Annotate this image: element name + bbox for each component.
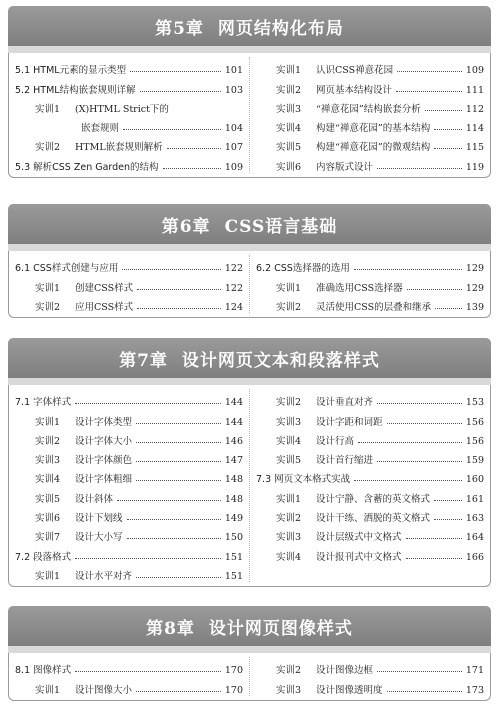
dot-leader: [434, 500, 462, 501]
entry-title: (X)HTML Strict下的: [75, 103, 169, 115]
page-number: 156: [465, 435, 484, 447]
entry-title: 设计干练、洒脱的英文格式: [316, 513, 431, 525]
dot-leader: [136, 691, 221, 692]
page-number: 129: [465, 263, 484, 275]
entry-title: 5.2 HTML结构嵌套规则详解: [15, 84, 136, 96]
dot-leader: [425, 110, 462, 111]
chapter-toc: [8, 53, 491, 178]
chapter-header: [8, 606, 491, 653]
entry-title: 设计首行缩进: [316, 455, 374, 467]
dot-leader: [377, 461, 462, 462]
exercise-label: 实训1: [276, 282, 302, 294]
entry-title: 设计下划线: [75, 513, 123, 525]
chapter-number: 第5章: [155, 19, 204, 39]
chapter-title: [146, 614, 353, 639]
entry-title: 准确选用CSS选择器: [316, 282, 403, 294]
toc-exercise-entry[interactable]: [256, 447, 484, 466]
toc-exercise-entry[interactable]: [15, 294, 243, 313]
toc-exercise-entry[interactable]: [15, 115, 243, 134]
page-number: 166: [465, 551, 484, 563]
dot-leader: [163, 168, 221, 169]
exercise-label: 实训2: [276, 665, 302, 677]
page-number: 161: [465, 493, 484, 505]
entry-title: HTML嵌套规则解析: [75, 142, 163, 154]
page-number: 101: [224, 65, 243, 77]
chapter-title: [155, 14, 344, 39]
entry-title: 设计字体大小: [75, 435, 133, 447]
dot-leader: [358, 442, 462, 443]
page-number: 160: [465, 474, 484, 486]
page-number: 114: [465, 123, 484, 135]
page-number: 122: [224, 282, 243, 294]
chapter-7-block: [8, 338, 491, 587]
exercise-label: 实训1: [276, 65, 302, 77]
toc-exercise-entry[interactable]: [256, 408, 484, 427]
entry-title: 设计层级式中文格式: [316, 532, 402, 544]
page-number: 159: [465, 455, 484, 467]
entry-title: 5.1 HTML元素的显示类型: [15, 65, 127, 77]
entry-title: 内容版式设计: [316, 161, 374, 173]
toc-exercise-entry[interactable]: [256, 96, 484, 115]
page-number: 115: [465, 142, 484, 154]
page-number: 149: [224, 513, 243, 525]
toc-exercise-entry[interactable]: [15, 408, 243, 427]
page-number: 150: [224, 532, 243, 544]
entry-title: 设计图像边框: [316, 665, 374, 677]
chapter-8-block: [8, 606, 491, 701]
toc-exercise-entry[interactable]: [15, 134, 243, 153]
page-number: 103: [224, 84, 243, 96]
page-number: 144: [224, 397, 243, 409]
chapter-5-block: [8, 6, 491, 178]
page-number: 124: [224, 301, 243, 313]
dot-leader: [127, 519, 221, 520]
exercise-label: 实训4: [276, 551, 302, 563]
dot-leader: [127, 538, 221, 539]
dot-leader: [434, 519, 462, 520]
exercise-label: 实训5: [276, 142, 302, 154]
page-number: 170: [224, 684, 243, 696]
exercise-label: 实训2: [276, 397, 302, 409]
chapter-title: [162, 212, 338, 237]
dot-leader: [75, 403, 221, 404]
dot-leader: [387, 423, 462, 424]
entry-title: 设计水平对齐: [75, 570, 133, 582]
toc-exercise-entry[interactable]: [15, 447, 243, 466]
entry-title: 设计行高: [316, 435, 355, 447]
exercise-label: 实训1: [35, 282, 61, 294]
exercise-label: 实训2: [35, 142, 61, 154]
exercise-label: 实训6: [35, 513, 61, 525]
toc-exercise-entry[interactable]: [256, 115, 484, 134]
toc-left-column: [9, 657, 250, 696]
toc-right-column: [250, 255, 490, 313]
dot-leader: [434, 129, 462, 130]
exercise-label: 实训1: [35, 684, 61, 696]
toc-section-entry[interactable]: [15, 543, 243, 562]
chapter-number: 第8章: [146, 619, 195, 639]
toc-right-column: [250, 389, 490, 582]
dot-leader: [406, 538, 462, 539]
toc-section-entry[interactable]: [15, 389, 243, 408]
dot-leader: [136, 423, 221, 424]
toc-exercise-entry[interactable]: [256, 57, 484, 76]
toc-exercise-entry[interactable]: [15, 96, 243, 115]
chapter-name: 网页结构化布局: [217, 19, 344, 39]
toc-exercise-entry[interactable]: [15, 505, 243, 524]
entry-title: 5.3 解析CSS Zen Garden的结构: [15, 161, 159, 173]
dot-leader: [167, 148, 221, 149]
entry-title: 设计报刊式中文格式: [316, 551, 402, 563]
chapter-header: [8, 204, 491, 251]
page-number: 151: [224, 551, 243, 563]
exercise-label: 实训5: [276, 455, 302, 467]
dot-leader: [377, 671, 462, 672]
dot-leader: [396, 91, 462, 92]
toc-right-column: [250, 57, 490, 173]
toc-exercise-entry[interactable]: [256, 505, 484, 524]
dot-leader: [136, 442, 221, 443]
toc-exercise-entry[interactable]: [15, 524, 243, 543]
dot-leader: [407, 289, 462, 290]
chapter-header: [8, 6, 491, 53]
entry-title: 设计字距和词距: [316, 416, 383, 428]
exercise-label: 实训2: [35, 301, 61, 313]
chapter-toc: [8, 251, 491, 318]
entry-title: 创建CSS样式: [75, 282, 134, 294]
page-number: 104: [224, 123, 243, 135]
entry-title: 7.2 段落格式: [15, 551, 72, 563]
toc-exercise-entry[interactable]: [256, 153, 484, 172]
page-number: 153: [465, 397, 484, 409]
toc-exercise-entry[interactable]: [256, 676, 484, 695]
entry-title: 8.1 图像样式: [15, 665, 72, 677]
toc-exercise-entry[interactable]: [256, 134, 484, 153]
toc-section-entry[interactable]: [15, 76, 243, 95]
page-number: 144: [224, 416, 243, 428]
entry-title: 设计字体类型: [75, 416, 133, 428]
entry-title: 设计字体粗细: [75, 474, 133, 486]
entry-title: 设计图像大小: [75, 684, 133, 696]
page-number: 109: [465, 65, 484, 77]
exercise-label: 实训7: [35, 532, 61, 544]
exercise-label: 实训1: [35, 416, 61, 428]
entry-title: 设计大小写: [75, 532, 123, 544]
toc-exercise-entry[interactable]: [256, 657, 484, 676]
exercise-label: 实训2: [276, 301, 302, 313]
entry-title: 构建“禅意花园”的基本结构: [316, 123, 431, 135]
toc-section-entry[interactable]: [15, 153, 243, 172]
page-number: 122: [224, 263, 243, 275]
toc-exercise-entry[interactable]: [15, 466, 243, 485]
page-number: 129: [465, 282, 484, 294]
toc-section-entry[interactable]: [256, 466, 484, 485]
page-number: 139: [465, 301, 484, 313]
page-number: 147: [224, 455, 243, 467]
dot-leader: [435, 308, 462, 309]
dot-leader: [123, 129, 221, 130]
toc-left-column: [9, 57, 250, 173]
page-number: 170: [224, 665, 243, 677]
page-number: 107: [224, 142, 243, 154]
toc-exercise-entry[interactable]: [256, 389, 484, 408]
toc-section-entry[interactable]: [256, 255, 484, 274]
page-number: 148: [224, 493, 243, 505]
chapter-number: 第6章: [161, 217, 211, 237]
entry-title: 6.2 CSS选择器的选用: [256, 263, 350, 275]
page-number: 164: [465, 532, 484, 544]
entry-title: 构建“禅意花园”的微观结构: [316, 142, 431, 154]
page-number: 151: [224, 570, 243, 582]
dot-leader: [377, 403, 462, 404]
toc-exercise-entry[interactable]: [15, 274, 243, 293]
exercise-label: 实训5: [35, 493, 61, 505]
toc-section-entry[interactable]: [15, 255, 243, 274]
exercise-label: 实训1: [35, 103, 61, 115]
exercise-label: 实训3: [276, 684, 302, 696]
toc-exercise-entry[interactable]: [256, 428, 484, 447]
exercise-label: 实训3: [276, 532, 302, 544]
entry-title: 7.3 网页文本格式实战: [256, 474, 351, 486]
page-number: 112: [465, 103, 484, 115]
dot-leader: [397, 71, 462, 72]
toc-left-column: [9, 255, 250, 313]
toc-exercise-entry[interactable]: [256, 274, 484, 293]
page-number: 156: [465, 416, 484, 428]
dot-leader: [136, 461, 221, 462]
exercise-label: 实训3: [276, 416, 302, 428]
exercise-label: 实训4: [276, 123, 302, 135]
exercise-label: 实训2: [276, 84, 302, 96]
dot-leader: [434, 148, 462, 149]
toc-section-entry[interactable]: [15, 657, 243, 676]
exercise-label: 实训6: [276, 161, 302, 173]
dot-leader: [377, 168, 462, 169]
chapter-title: [119, 346, 380, 371]
dot-leader: [117, 500, 221, 501]
toc-left-column: [9, 389, 250, 582]
dot-leader: [354, 480, 462, 481]
dot-leader: [75, 671, 221, 672]
exercise-label: 实训1: [35, 570, 61, 582]
dot-leader: [387, 691, 462, 692]
exercise-label: 实训3: [35, 455, 61, 467]
exercise-label: 实训2: [276, 513, 302, 525]
dot-leader: [130, 71, 221, 72]
chapter-toc: [8, 653, 491, 701]
entry-title: 设计图像透明度: [316, 684, 383, 696]
dot-leader: [122, 269, 221, 270]
exercise-label: 实训2: [35, 435, 61, 447]
entry-title: 灵活使用CSS的层叠和继承: [316, 301, 432, 313]
toc-exercise-entry[interactable]: [15, 485, 243, 504]
entry-title: 嵌套规则: [81, 123, 120, 135]
entry-title: 设计字体颜色: [75, 455, 133, 467]
chapter-number: 第7章: [119, 351, 168, 371]
entry-title: 设计垂直对齐: [316, 397, 374, 409]
dot-leader: [354, 269, 462, 270]
toc-exercise-entry[interactable]: [15, 428, 243, 447]
entry-title: 应用CSS样式: [75, 301, 134, 313]
page-number: 163: [465, 513, 484, 525]
toc-exercise-entry[interactable]: [256, 76, 484, 95]
toc-exercise-entry[interactable]: [256, 543, 484, 562]
toc-exercise-entry[interactable]: [15, 676, 243, 695]
toc-right-column: [250, 657, 490, 696]
toc-section-entry[interactable]: [15, 57, 243, 76]
entry-title: 网页基本结构设计: [316, 84, 393, 96]
dot-leader: [406, 558, 462, 559]
chapter-name: 设计网页文本和段落样式: [181, 351, 380, 371]
exercise-label: 实训3: [276, 103, 302, 115]
dot-leader: [137, 289, 221, 290]
chapter-name: 设计网页图像样式: [208, 619, 353, 639]
chapter-toc: [8, 385, 491, 587]
chapter-header: [8, 338, 491, 385]
page-number: 111: [465, 84, 484, 96]
dot-leader: [140, 91, 221, 92]
toc-exercise-entry[interactable]: [15, 563, 243, 582]
page-number: 146: [224, 435, 243, 447]
exercise-label: 实训1: [276, 493, 302, 505]
page-number: 148: [224, 474, 243, 486]
toc-exercise-entry[interactable]: [256, 294, 484, 313]
dot-leader: [136, 480, 221, 481]
entry-title: 6.1 CSS样式创建与应用: [15, 263, 119, 275]
exercise-label: 实训4: [276, 435, 302, 447]
entry-title: 设计斜体: [75, 493, 114, 505]
toc-exercise-entry[interactable]: [256, 485, 484, 504]
dot-leader: [75, 558, 221, 559]
entry-title: 7.1 字体样式: [15, 397, 72, 409]
entry-title: 设计宁静、含蓄的英文格式: [316, 493, 431, 505]
page-number: 119: [465, 161, 484, 173]
dot-leader: [137, 308, 221, 309]
toc-exercise-entry[interactable]: [256, 524, 484, 543]
chapter-6-block: [8, 204, 491, 318]
page-number: 173: [465, 684, 484, 696]
exercise-label: 实训4: [35, 474, 61, 486]
dot-leader: [136, 577, 221, 578]
page-number: 109: [224, 161, 243, 173]
entry-title: 认识CSS禅意花园: [316, 65, 394, 77]
page-number: 171: [465, 665, 484, 677]
chapter-name: CSS语言基础: [224, 217, 338, 237]
entry-title: “禅意花园”结构嵌套分析: [316, 103, 421, 115]
